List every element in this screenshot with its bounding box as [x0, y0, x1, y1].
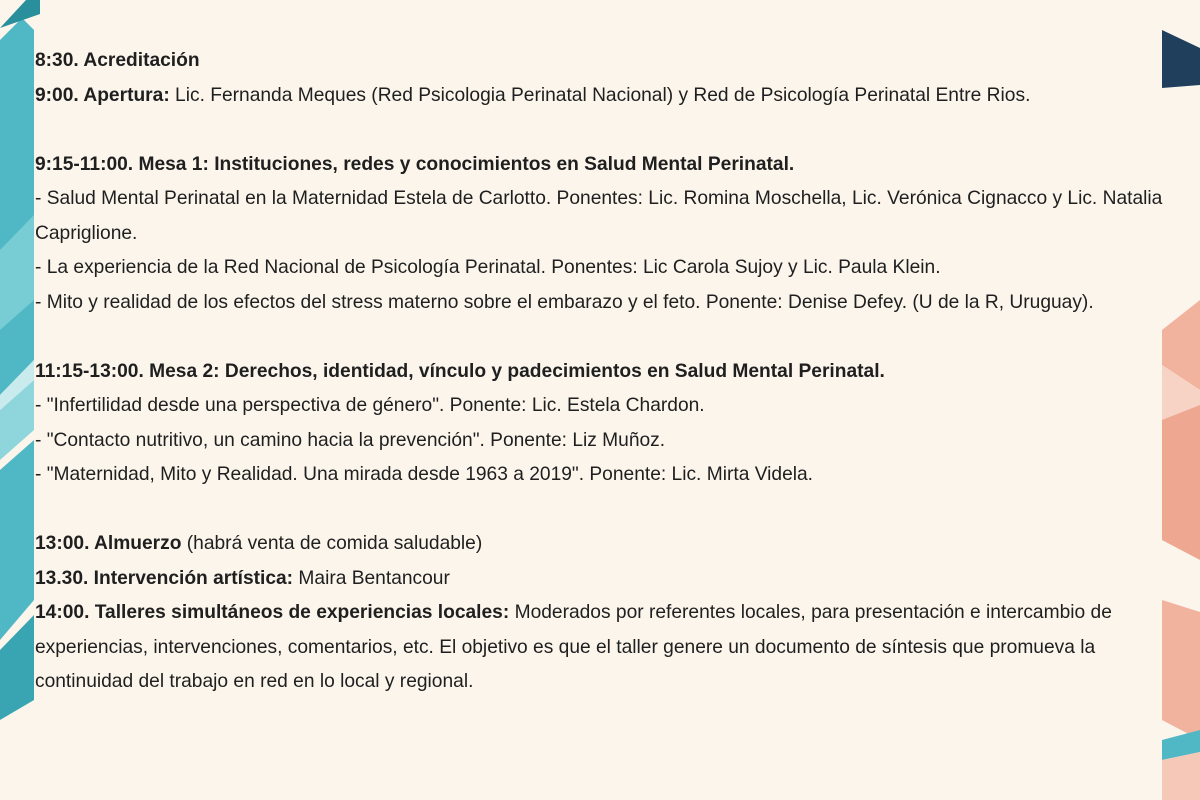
acreditacion-line	[35, 44, 1165, 79]
apertura-line	[35, 79, 1165, 114]
talleres-time: 14:00. Talleres simultáneos de experiencias locales:	[35, 602, 510, 623]
spacer	[35, 320, 1165, 355]
apertura-text: Lic. Fernanda Meques (Red Psicologia Perinatal Nacional) y Red de Psicología Perinatal Entre Rios.	[169, 84, 1031, 106]
mesa1-heading: 9:15-11:00. Mesa 1: Instituciones, redes y conocimientos en Salud Mental Perinatal.	[35, 153, 795, 175]
left-teal-decoration	[0, 0, 40, 720]
event-program	[35, 44, 1165, 700]
mesa2-item: - "Contacto nutritivo, un camino hacia la prevención". Ponente: Liz Muñoz.	[35, 429, 666, 451]
almuerzo-text: (habrá venta de comida saludable)	[181, 533, 483, 554]
talleres-line	[35, 596, 1165, 700]
intervencion-time: 13.30. Intervención artística:	[35, 567, 294, 589]
mesa1-item: - Mito y realidad de los efectos del stress materno sobre el embarazo y el feto. Ponente: Denise Defey. (U de la R, Uruguay).	[35, 291, 1094, 313]
talleres-text: Moderados por referentes locales, para presentación e intercambio de experiencias, intervenciones, comentarios, etc. El objetivo es que el taller genere un documento de síntesis que promueva la continuidad del trabajo en red en lo local y regional.	[35, 602, 1112, 692]
mesa1-item: - La experiencia de la Red Nacional de Psicología Perinatal. Ponentes: Lic Carola Sujoy y Lic. Paula Klein.	[35, 257, 941, 278]
mesa2-item: - "Maternidad, Mito y Realidad. Una mirada desde 1963 a 2019". Ponente: Lic. Mirta Videla.	[35, 464, 814, 485]
almuerzo-time: 13:00. Almuerzo	[35, 533, 182, 554]
almuerzo-line	[35, 527, 1165, 562]
apertura-time: 9:00. Apertura:	[35, 84, 170, 106]
mesa1-item: - Salud Mental Perinatal en la Maternidad Estela de Carlotto. Ponentes: Lic. Romina Moschella, Lic. Verónica Cignacco y Lic. Natalia Capriglione.	[35, 188, 1163, 244]
spacer	[35, 113, 1165, 148]
right-decoration	[1162, 30, 1200, 800]
intervencion-text: Maira Bentancour	[293, 567, 450, 589]
intervencion-line	[35, 562, 1165, 597]
spacer	[35, 493, 1165, 528]
mesa2-heading: 11:15-13:00. Mesa 2: Derechos, identidad, vínculo y padecimientos en Salud Mental Perinatal.	[35, 360, 885, 382]
mesa2-item: - "Infertilidad desde una perspectiva de género". Ponente: Lic. Estela Chardon.	[35, 395, 705, 416]
acreditacion-time: 8:30. Acreditación	[35, 50, 200, 71]
